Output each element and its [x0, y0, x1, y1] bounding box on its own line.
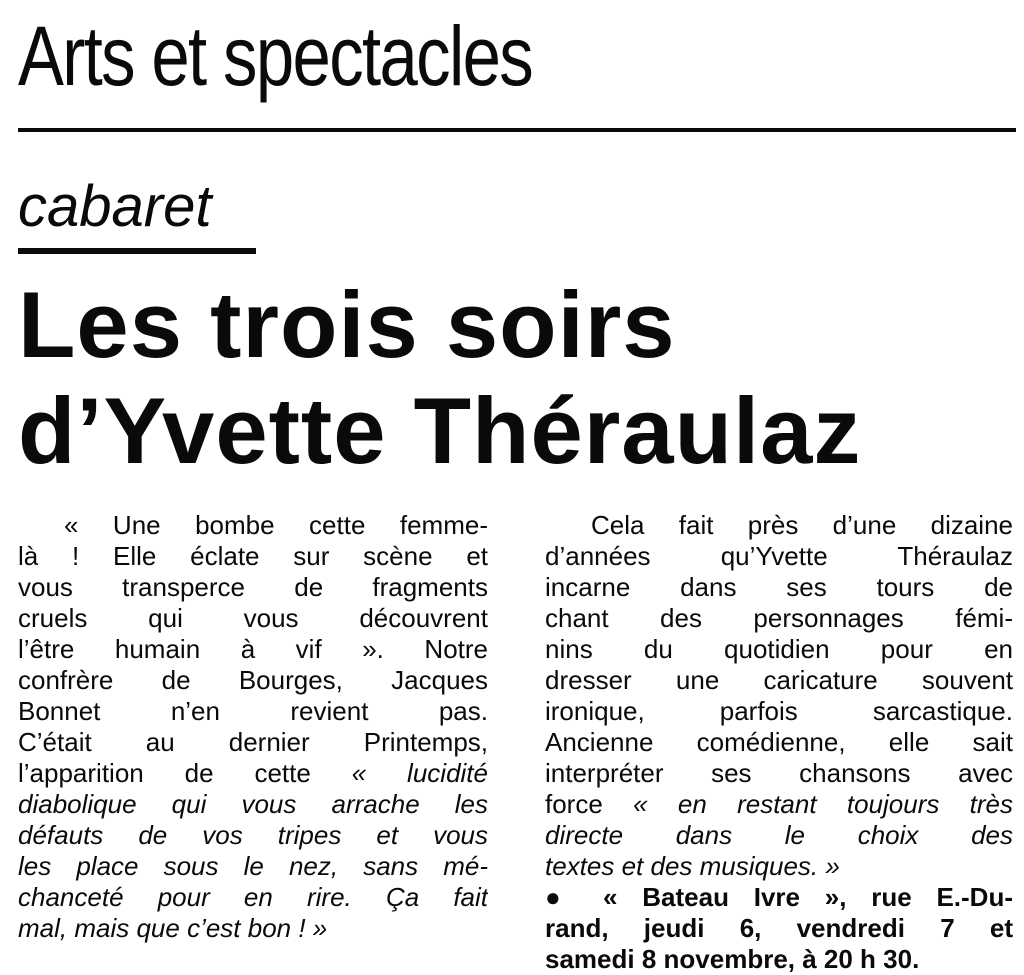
kicker-rule	[18, 248, 256, 254]
text-line: Ancienne comédienne, elle sait	[545, 727, 1013, 757]
text-line: « Une bombe cette femme-	[64, 510, 488, 540]
text-line: là ! Elle éclate sur scène et	[18, 541, 488, 571]
text-line: interpréter ses chansons avec	[545, 758, 1013, 788]
quote-line: mal, mais que c’est bon ! »	[18, 913, 328, 943]
section-rule	[18, 128, 1016, 132]
quote-run: « en restant toujours très	[633, 789, 1013, 819]
text-run: force	[545, 789, 634, 819]
text-line: incarne dans ses tours de	[545, 572, 1013, 602]
text-line: d’années qu’Yvette Théraulaz	[545, 541, 1013, 571]
quote-line: textes et des musiques. »	[545, 851, 840, 881]
text-line: chant des personnages fémi-	[545, 603, 1013, 633]
text-line: nins du quotidien pour en	[545, 634, 1013, 664]
kicker: cabaret	[18, 174, 212, 239]
text-run: l’apparition de cette	[18, 758, 352, 788]
quote-line: diabolique qui vous arrache les	[18, 789, 488, 819]
text-line-mixed	[18, 758, 488, 789]
quote-line: les place sous le nez, sans mé-	[18, 851, 488, 881]
text-line: Cela fait près d’une dizaine	[591, 510, 1013, 540]
headline-line-1: Les trois soirs	[18, 272, 676, 377]
event-info-line: samedi 8 novembre, à 20 h 30.	[545, 944, 920, 974]
text-line: ironique, parfois sarcastique.	[545, 696, 1013, 726]
text-line: C’était au dernier Printemps,	[18, 727, 488, 757]
text-line: l’être humain à vif ». Notre	[18, 634, 488, 664]
headline-line-2: d’Yvette Théraulaz	[18, 378, 862, 483]
text-line: confrère de Bourges, Jacques	[18, 665, 488, 695]
article-column-right	[545, 510, 1013, 975]
quote-line: défauts de vos tripes et vous	[18, 820, 488, 850]
headline	[18, 272, 861, 484]
text-line: Bonnet n’en revient pas.	[18, 696, 488, 726]
event-info-line: ● « Bateau Ivre », rue E.-Du-	[545, 882, 1013, 912]
text-line: cruels qui vous découvrent	[18, 603, 488, 633]
event-info-line: rand, jeudi 6, vendredi 7 et	[545, 913, 1013, 943]
quote-line: chanceté pour en rire. Ça fait	[18, 882, 488, 912]
text-line-mixed	[545, 789, 1013, 820]
text-line: vous transperce de fragments	[18, 572, 488, 602]
text-line: dresser une caricature souvent	[545, 665, 1013, 695]
quote-run: « lucidité	[351, 758, 488, 788]
quote-line: directe dans le choix des	[545, 820, 1013, 850]
article-column-left	[18, 510, 488, 944]
section-title: Arts et spectacles	[18, 9, 533, 103]
